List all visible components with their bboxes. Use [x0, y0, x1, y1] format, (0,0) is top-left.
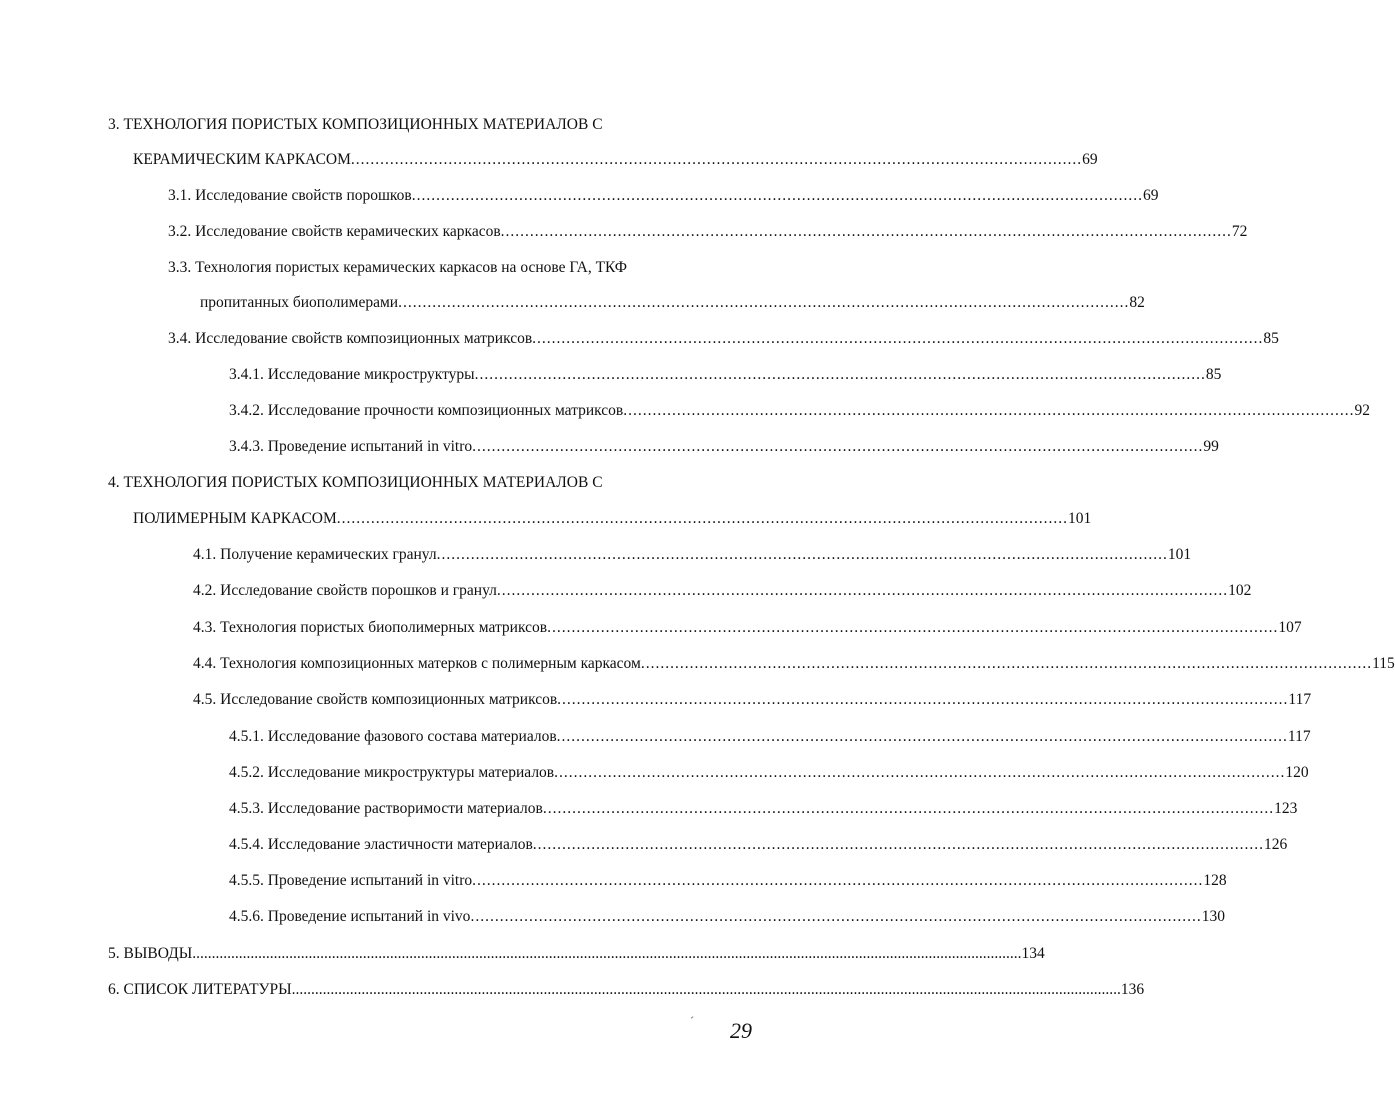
toc-leader: ...................................................................................................................................................... [554, 764, 1286, 781]
toc-entry-4-3 [193, 618, 1302, 638]
toc-leader: ...................................................................................................................................................... [470, 908, 1202, 925]
toc-page: 69 [1082, 151, 1098, 168]
toc-label: 4.5.3. Исследование растворимости материалов [229, 800, 543, 817]
toc-page: 99 [1203, 438, 1219, 455]
toc-entry-3-4-2 [229, 401, 1371, 421]
toc-leader: ...................................................................................................................................................... [547, 619, 1279, 636]
toc-chapter-6 [108, 980, 1145, 1000]
toc-page: 126 [1264, 836, 1288, 853]
toc-leader: ...................................................................................................................................................... [472, 872, 1204, 889]
toc-label: 4.1. Получение керамических гранул [193, 546, 437, 563]
toc-entry-4-5-5 [229, 871, 1227, 891]
toc-leader: ...................................................................................................................................................... [623, 402, 1355, 419]
toc-page: 72 [1231, 223, 1248, 240]
toc-label: 6. СПИСОК ЛИТЕРАТУРЫ [108, 981, 292, 998]
toc-chapter-5 [108, 944, 1045, 964]
toc-page: 107 [1278, 619, 1302, 636]
toc-label: 3.4. Исследование свойств композиционных матриксов [168, 330, 533, 347]
toc-leader: ...................................................................................................................................................... [436, 546, 1168, 563]
toc-label: 4.5.1. Исследование фазового состава материалов [229, 728, 557, 745]
toc-label: 4.3. Технология пористых биополимерных матриксов [193, 619, 548, 636]
toc-leader: ...................................................................................................................................................... [336, 510, 1069, 527]
toc-page: 115 [1372, 655, 1395, 672]
toc-entry-4-2 [193, 581, 1252, 601]
toc-page: 123 [1274, 800, 1298, 817]
toc-label: 3.1. Исследование свойств порошков [168, 187, 412, 204]
toc-entry-3-2 [168, 222, 1248, 242]
toc-entry-3-4 [168, 329, 1279, 349]
toc-entry-3-1 [168, 186, 1159, 206]
toc-page: 85 [1263, 330, 1279, 347]
toc-entry-3-3-cont [200, 293, 1145, 313]
toc-label: 5. ВЫВОДЫ [108, 945, 193, 962]
toc-entry-4-5-4 [229, 835, 1288, 855]
toc-page: 102 [1228, 582, 1252, 599]
toc-page: 120 [1285, 764, 1309, 781]
toc-label: 4.4. Технология композиционных матерков с полимерным каркасом [193, 655, 641, 672]
toc-leader: ...................................................................................................................................................... [542, 800, 1275, 817]
toc-page: 128 [1203, 872, 1227, 889]
toc-leader: ...................................................................................................................................................... [532, 836, 1265, 853]
toc-entry-3-4-3 [229, 437, 1219, 457]
toc-leader: ...................................................................................................................................................................................................................... [291, 981, 1121, 998]
toc-label: 3.4.3. Проведение испытаний in vitro [229, 438, 473, 455]
toc-label: 3.2. Исследование свойств керамических каркасов [168, 223, 501, 240]
toc-page: 92 [1354, 402, 1371, 419]
toc-entry-4-4 [193, 654, 1395, 674]
toc-entry-4-5-6 [229, 907, 1225, 927]
toc-leader: ...................................................................................................................................................... [640, 655, 1373, 672]
toc-label: 4.5.4. Исследование эластичности материалов [229, 836, 533, 853]
toc-label: КЕРАМИЧЕСКИМ КАРКАСОМ [133, 151, 351, 168]
toc-label: 3.4.1. Исследование микроструктуры [229, 366, 475, 383]
toc-leader: ...................................................................................................................................................... [398, 294, 1130, 311]
toc-entry-3-3 [168, 258, 627, 278]
toc-leader: ...................................................................................................................................................... [496, 582, 1229, 599]
toc-leader: ...................................................................................................................................................... [472, 438, 1204, 455]
toc-entry-4-5-2 [229, 763, 1309, 783]
toc-page: 117 [1287, 728, 1311, 745]
page-number: 29 [730, 1018, 752, 1043]
toc-leader: ...................................................................................................................................................................................................................... [192, 945, 1022, 962]
toc-entry-3-4-1 [229, 365, 1222, 385]
toc-entry-4-1 [193, 545, 1192, 565]
toc-entry-4-5-3 [229, 799, 1298, 819]
pen-mark: ˊ [690, 1014, 694, 1028]
toc-label: 4.5.6. Проведение испытаний in vivo [229, 908, 471, 925]
toc-chapter-3-title-cont [133, 150, 1098, 170]
toc-leader: ...................................................................................................................................................... [532, 330, 1264, 347]
toc-leader: ...................................................................................................................................................... [556, 728, 1288, 745]
toc-chapter-3-title [108, 115, 603, 135]
toc-leader: ...................................................................................................................................................... [411, 187, 1143, 204]
toc-page: 134 [1021, 945, 1045, 962]
toc-leader: ...................................................................................................................................................... [474, 366, 1206, 383]
toc-page: 136 [1120, 981, 1145, 998]
toc-page: 101 [1068, 510, 1092, 527]
toc-page: 101 [1167, 546, 1192, 563]
toc-label: ПОЛИМЕРНЫМ КАРКАСОМ [133, 510, 337, 527]
toc-page: 130 [1201, 908, 1225, 925]
toc-label: пропитанных биополимерами [200, 294, 399, 311]
toc-label: 4.5.2. Исследование микроструктуры материалов [229, 764, 555, 781]
toc-chapter-4-title [108, 473, 603, 493]
toc-label: 4.2. Исследование свойств порошков и гранул [193, 582, 497, 599]
toc-label: 3. ТЕХНОЛОГИЯ ПОРИСТЫХ КОМПОЗИЦИОННЫХ МАТЕРИАЛОВ С [108, 116, 603, 133]
toc-label: 4.5.5. Проведение испытаний in vitro [229, 872, 473, 889]
toc-leader: ...................................................................................................................................................... [557, 691, 1289, 708]
toc-label: 4.5. Исследование свойств композиционных матриксов [193, 691, 558, 708]
toc-page: 82 [1129, 294, 1145, 311]
toc-page: 69 [1143, 187, 1159, 204]
toc-label: 3.3. Технология пористых керамических каркасов на основе ГА, ТКФ [168, 259, 627, 276]
toc-entry-4-5-1 [229, 727, 1311, 747]
toc-chapter-4-title-cont [133, 509, 1092, 529]
toc-leader: ...................................................................................................................................................... [350, 151, 1083, 168]
toc-page: 117 [1288, 691, 1312, 708]
toc-page: 85 [1205, 366, 1222, 383]
toc-label: 4. ТЕХНОЛОГИЯ ПОРИСТЫХ КОМПОЗИЦИОННЫХ МАТЕРИАЛОВ С [108, 474, 603, 491]
toc-leader: ...................................................................................................................................................... [500, 223, 1232, 240]
toc-entry-4-5 [193, 690, 1312, 710]
toc-label: 3.4.2. Исследование прочности композиционных матриксов [229, 402, 624, 419]
